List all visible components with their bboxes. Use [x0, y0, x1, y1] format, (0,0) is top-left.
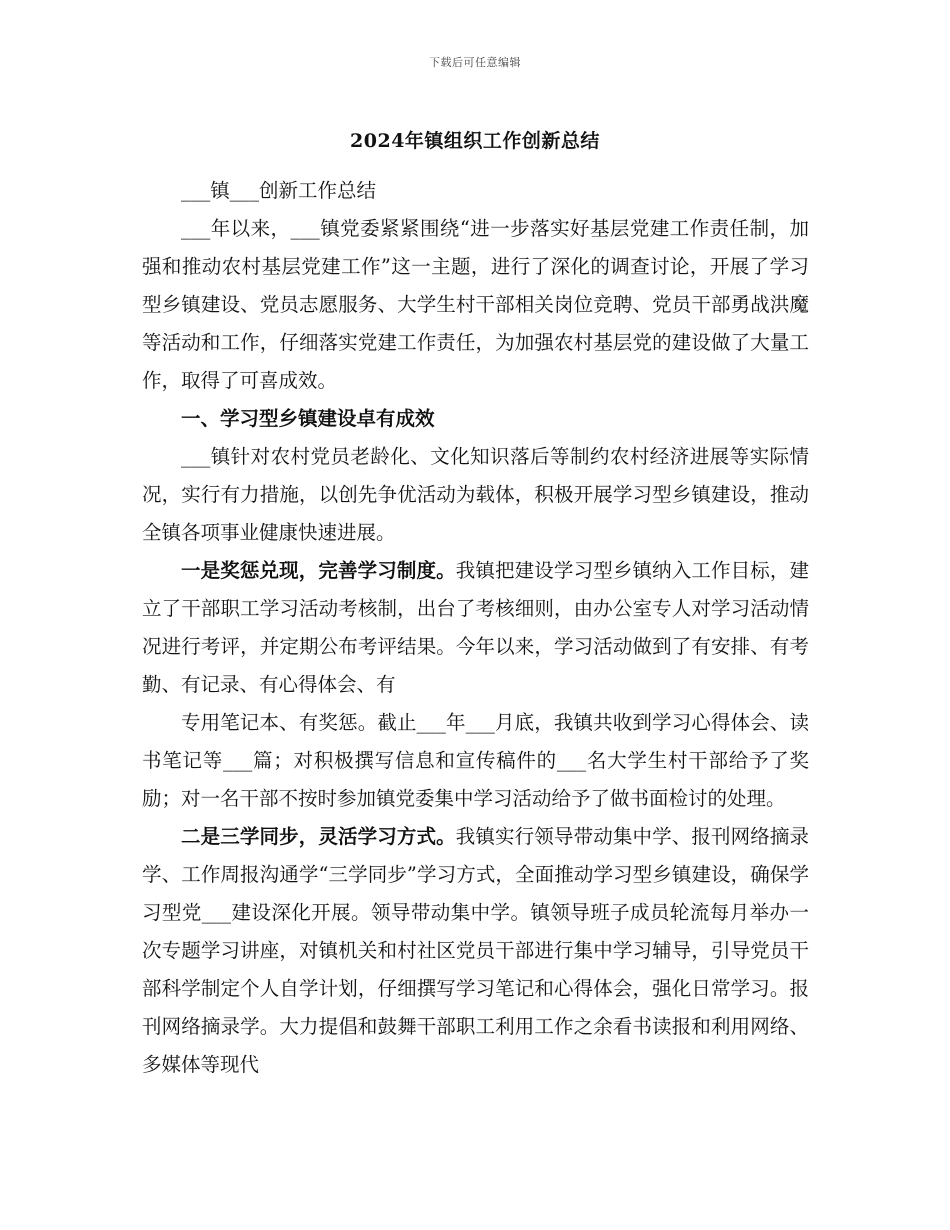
point-two-text: 我镇实行领导带动集中学、报刊网络摘录学、工作周报沟通学“三学同步”学习方式，全面推动学习型乡镇建设，确保学习型党___建设深化开展。领导带动集中学。镇领导班子成员轮流每月举办一次专题学习讲座，对镇机关和村社区党员干部进行集中学习辅导，引导党员干部科学制定个人自学计划，仔细撰写学习笔记和心得体会，强化日常学习。报刊网络摘录学。大力提倡和鼓舞干部职工利用工作之余看书读报和利用网络、多媒体等现代: [142, 825, 809, 1076]
section-heading: 一、学习型乡镇建设卓有成效: [181, 407, 435, 430]
point-two-lead: 二是三学同步，灵活学习方式。: [181, 825, 456, 848]
point-one-paragraph: [142, 552, 809, 704]
point-one-lead: 一是奖惩兑现，完善学习制度。: [181, 559, 456, 582]
point-one-continuation: 专用笔记本、有奖惩。截止___年___月底，我镇共收到学习心得体会、读书笔记等___篇；对积极撰写信息和宣传稿件的___名大学生村干部给予了奖励；对一名干部不按时参加镇党委集中学习活动给予了做书面检讨的处理。: [142, 711, 809, 810]
point-one-text: 我镇把建设学习型乡镇纳入工作目标，建立了干部职工学习活动考核制，出台了考核细则，由办公室专人对学习活动情况进行考评，并定期公布考评结果。今年以来，学习活动做到了有安排、有考勤、有记录、有心得体会、有: [142, 559, 809, 696]
document-body: [142, 172, 809, 1084]
point-two-paragraph: [142, 818, 809, 1084]
document-subtitle: ___镇___创新工作总结: [181, 179, 377, 202]
intro-paragraph: ___年以来，___镇党委紧紧围绕“进一步落实好基层党建工作责任制，加强和推动农村基层党建工作”这一主题，进行了深化的调查讨论，开展了学习型乡镇建设、党员志愿服务、大学生村干部相关岗位竞聘、党员干部勇战洪魔等活动和工作，仔细落实党建工作责任，为加强农村基层党的建设做了大量工作，取得了可喜成效。: [142, 217, 809, 392]
page-header-note: 下载后可任意编辑: [429, 56, 521, 69]
section-intro-paragraph: ___镇针对农村党员老龄化、文化知识落后等制约农村经济进展等实际情况，实行有力措施，以创先争优活动为载体，积极开展学习型乡镇建设，推动全镇各项事业健康快速进展。: [142, 445, 809, 544]
document-title: 2024年镇组织工作创新总结: [350, 130, 600, 152]
